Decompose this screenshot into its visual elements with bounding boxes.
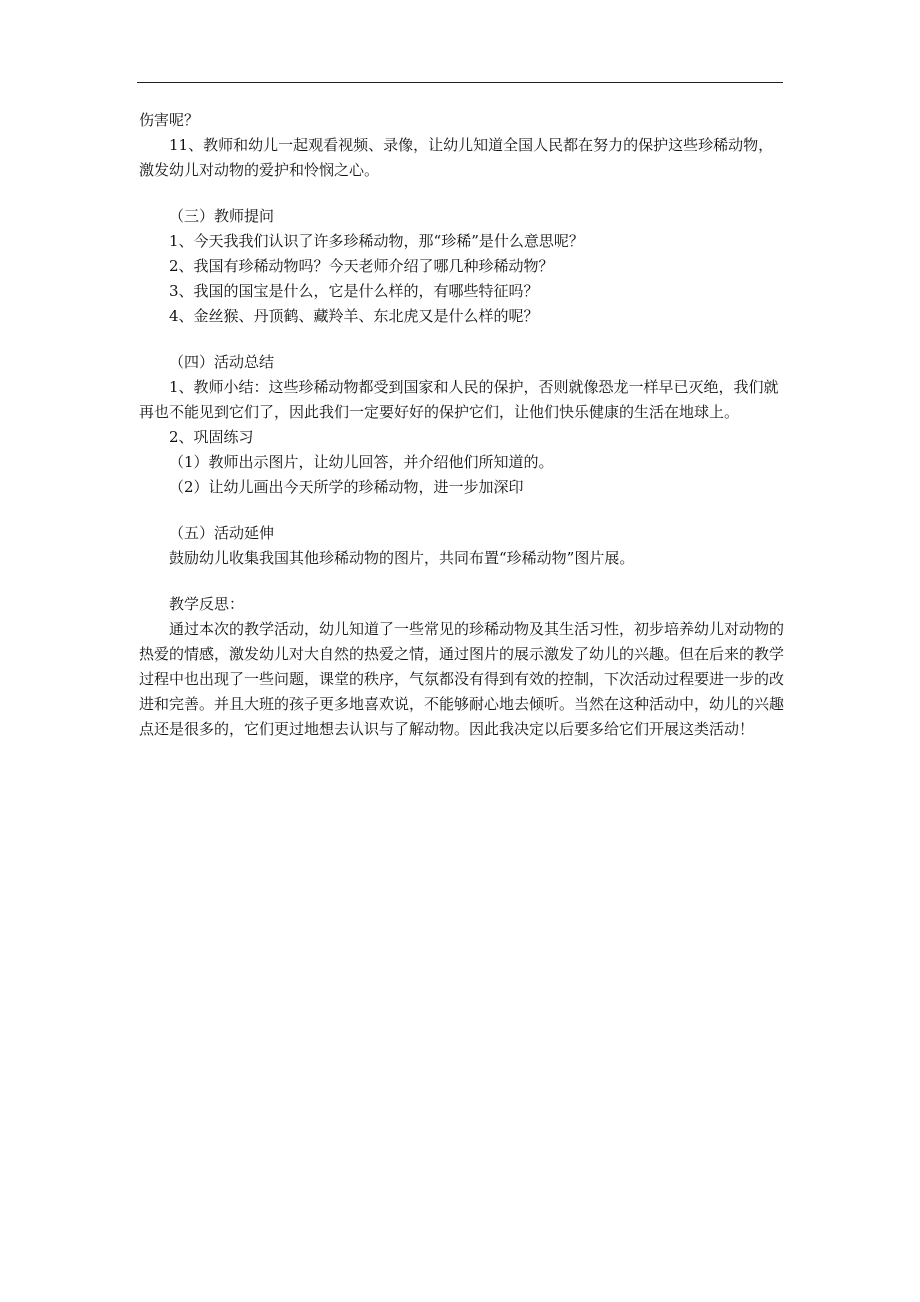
extension-paragraph: 鼓励幼儿收集我国其他珍稀动物的图片，共同布置“珍稀动物”图片展。 [169, 549, 635, 567]
spacer [139, 329, 785, 350]
section-5-heading: （五）活动延伸 [169, 524, 275, 542]
question-2: 2、我国有珍稀动物吗？今天老师介绍了哪几种珍稀动物？ [169, 257, 554, 275]
section-4-heading: （四）活动总结 [169, 353, 275, 371]
continuation-line: 伤害呢？ [139, 111, 200, 129]
item-11-paragraph: 11、教师和幼儿一起观看视频、录像，让幼儿知道全国人民都在努力的保护这些珍稀动物，激发幼儿对动物的爱护和怜悯之心。 [139, 136, 774, 179]
header-rule [137, 82, 783, 83]
practice-item-1: （1）教师出示图片，让幼儿回答，并介绍他们所知道的。 [169, 453, 554, 471]
spacer [139, 183, 785, 204]
document-body [139, 108, 785, 742]
question-1: 1、今天我我们认识了许多珍稀动物，那“珍稀”是什么意思呢？ [169, 232, 584, 250]
reflection-heading: 教学反思： [169, 595, 245, 613]
question-4: 4、金丝猴、丹顶鹤、藏羚羊、东北虎又是什么样的呢？ [169, 307, 539, 325]
question-3: 3、我国的国宝是什么，它是什么样的，有哪些特征吗？ [169, 282, 539, 300]
spacer [139, 571, 785, 592]
reflection-paragraph: 通过本次的教学活动，幼儿知道了一些常见的珍稀动物及其生活习性，初步培养幼儿对动物的热爱的情感，激发幼儿对大自然的热爱之情，通过图片的展示激发了幼儿的兴趣。但在后来的教学过程中也出现了一些问题，课堂的秩序，气氛都没有得到有效的控制，下次活动过程要进一步的改进和完善。并且大班的孩子更多地喜欢说，不能够耐心地去倾听。当然在这种活动中，幼儿的兴趣点还是很多的，它们更过地想去认识与了解动物。因此我决定以后要多给它们开展这类活动！ [139, 620, 785, 738]
section-3-heading: （三）教师提问 [169, 207, 275, 225]
spacer [139, 500, 785, 521]
summary-paragraph: 1、教师小结：这些珍稀动物都受到国家和人民的保护，否则就像恐龙一样早已灭绝，我们就再也不能见到它们了，因此我们一定要好好的保护它们，让他们快乐健康的生活在地球上。 [139, 378, 779, 421]
practice-title: 2、巩固练习 [169, 428, 254, 446]
practice-item-2: （2）让幼儿画出今天所学的珍稀动物，进一步加深印 [169, 478, 524, 496]
